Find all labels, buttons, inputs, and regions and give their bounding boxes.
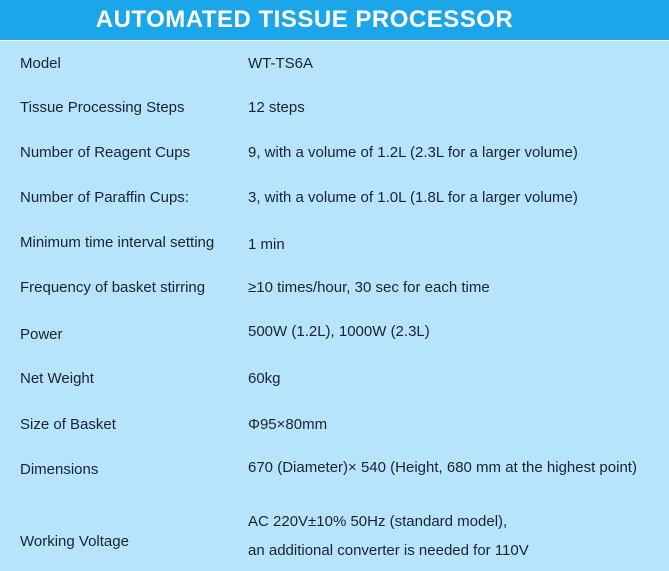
spec-value: WT-TS6A xyxy=(248,55,314,72)
spec-table xyxy=(0,41,669,571)
spec-label: Dimensions xyxy=(20,461,99,478)
spec-value: 670 (Diameter)× 540 (Height, 680 mm at the highest point) xyxy=(248,459,637,476)
spec-label: Size of Basket xyxy=(20,416,116,433)
spec-label: Minimum time interval setting xyxy=(20,234,215,251)
spec-label: Power xyxy=(20,326,63,343)
spec-value: ≥10 times/hour, 30 sec for each time xyxy=(248,279,490,296)
spec-value: 1 min xyxy=(248,236,285,253)
spec-value: 500W (1.2L), 1000W (2.3L) xyxy=(248,323,430,340)
spec-label: Tissue Processing Steps xyxy=(20,99,185,116)
spec-value-multiline xyxy=(248,513,529,559)
spec-value: Φ95×80mm xyxy=(248,416,328,433)
spec-label: Working Voltage xyxy=(20,533,129,550)
spec-label: Number of Reagent Cups xyxy=(20,144,191,161)
spec-value-line: an additional converter is needed for 110V xyxy=(248,542,529,559)
spec-label: Number of Paraffin Cups: xyxy=(20,189,189,206)
spec-value: 12 steps xyxy=(248,99,305,116)
spec-label: Model xyxy=(20,55,61,72)
spec-value: 60kg xyxy=(248,370,281,387)
spec-label: Net Weight xyxy=(20,370,94,387)
spec-label: Frequency of basket stirring xyxy=(20,279,206,296)
spec-value: 3, with a volume of 1.0L (1.8L for a larger volume) xyxy=(248,189,578,206)
page-title: AUTOMATED TISSUE PROCESSOR xyxy=(95,6,514,33)
spec-value-line: AC 220V±10% 50Hz (standard model), xyxy=(248,513,508,530)
spec-value: 9, with a volume of 1.2L (2.3L for a larger volume) xyxy=(248,144,578,161)
header-bar xyxy=(0,0,669,40)
